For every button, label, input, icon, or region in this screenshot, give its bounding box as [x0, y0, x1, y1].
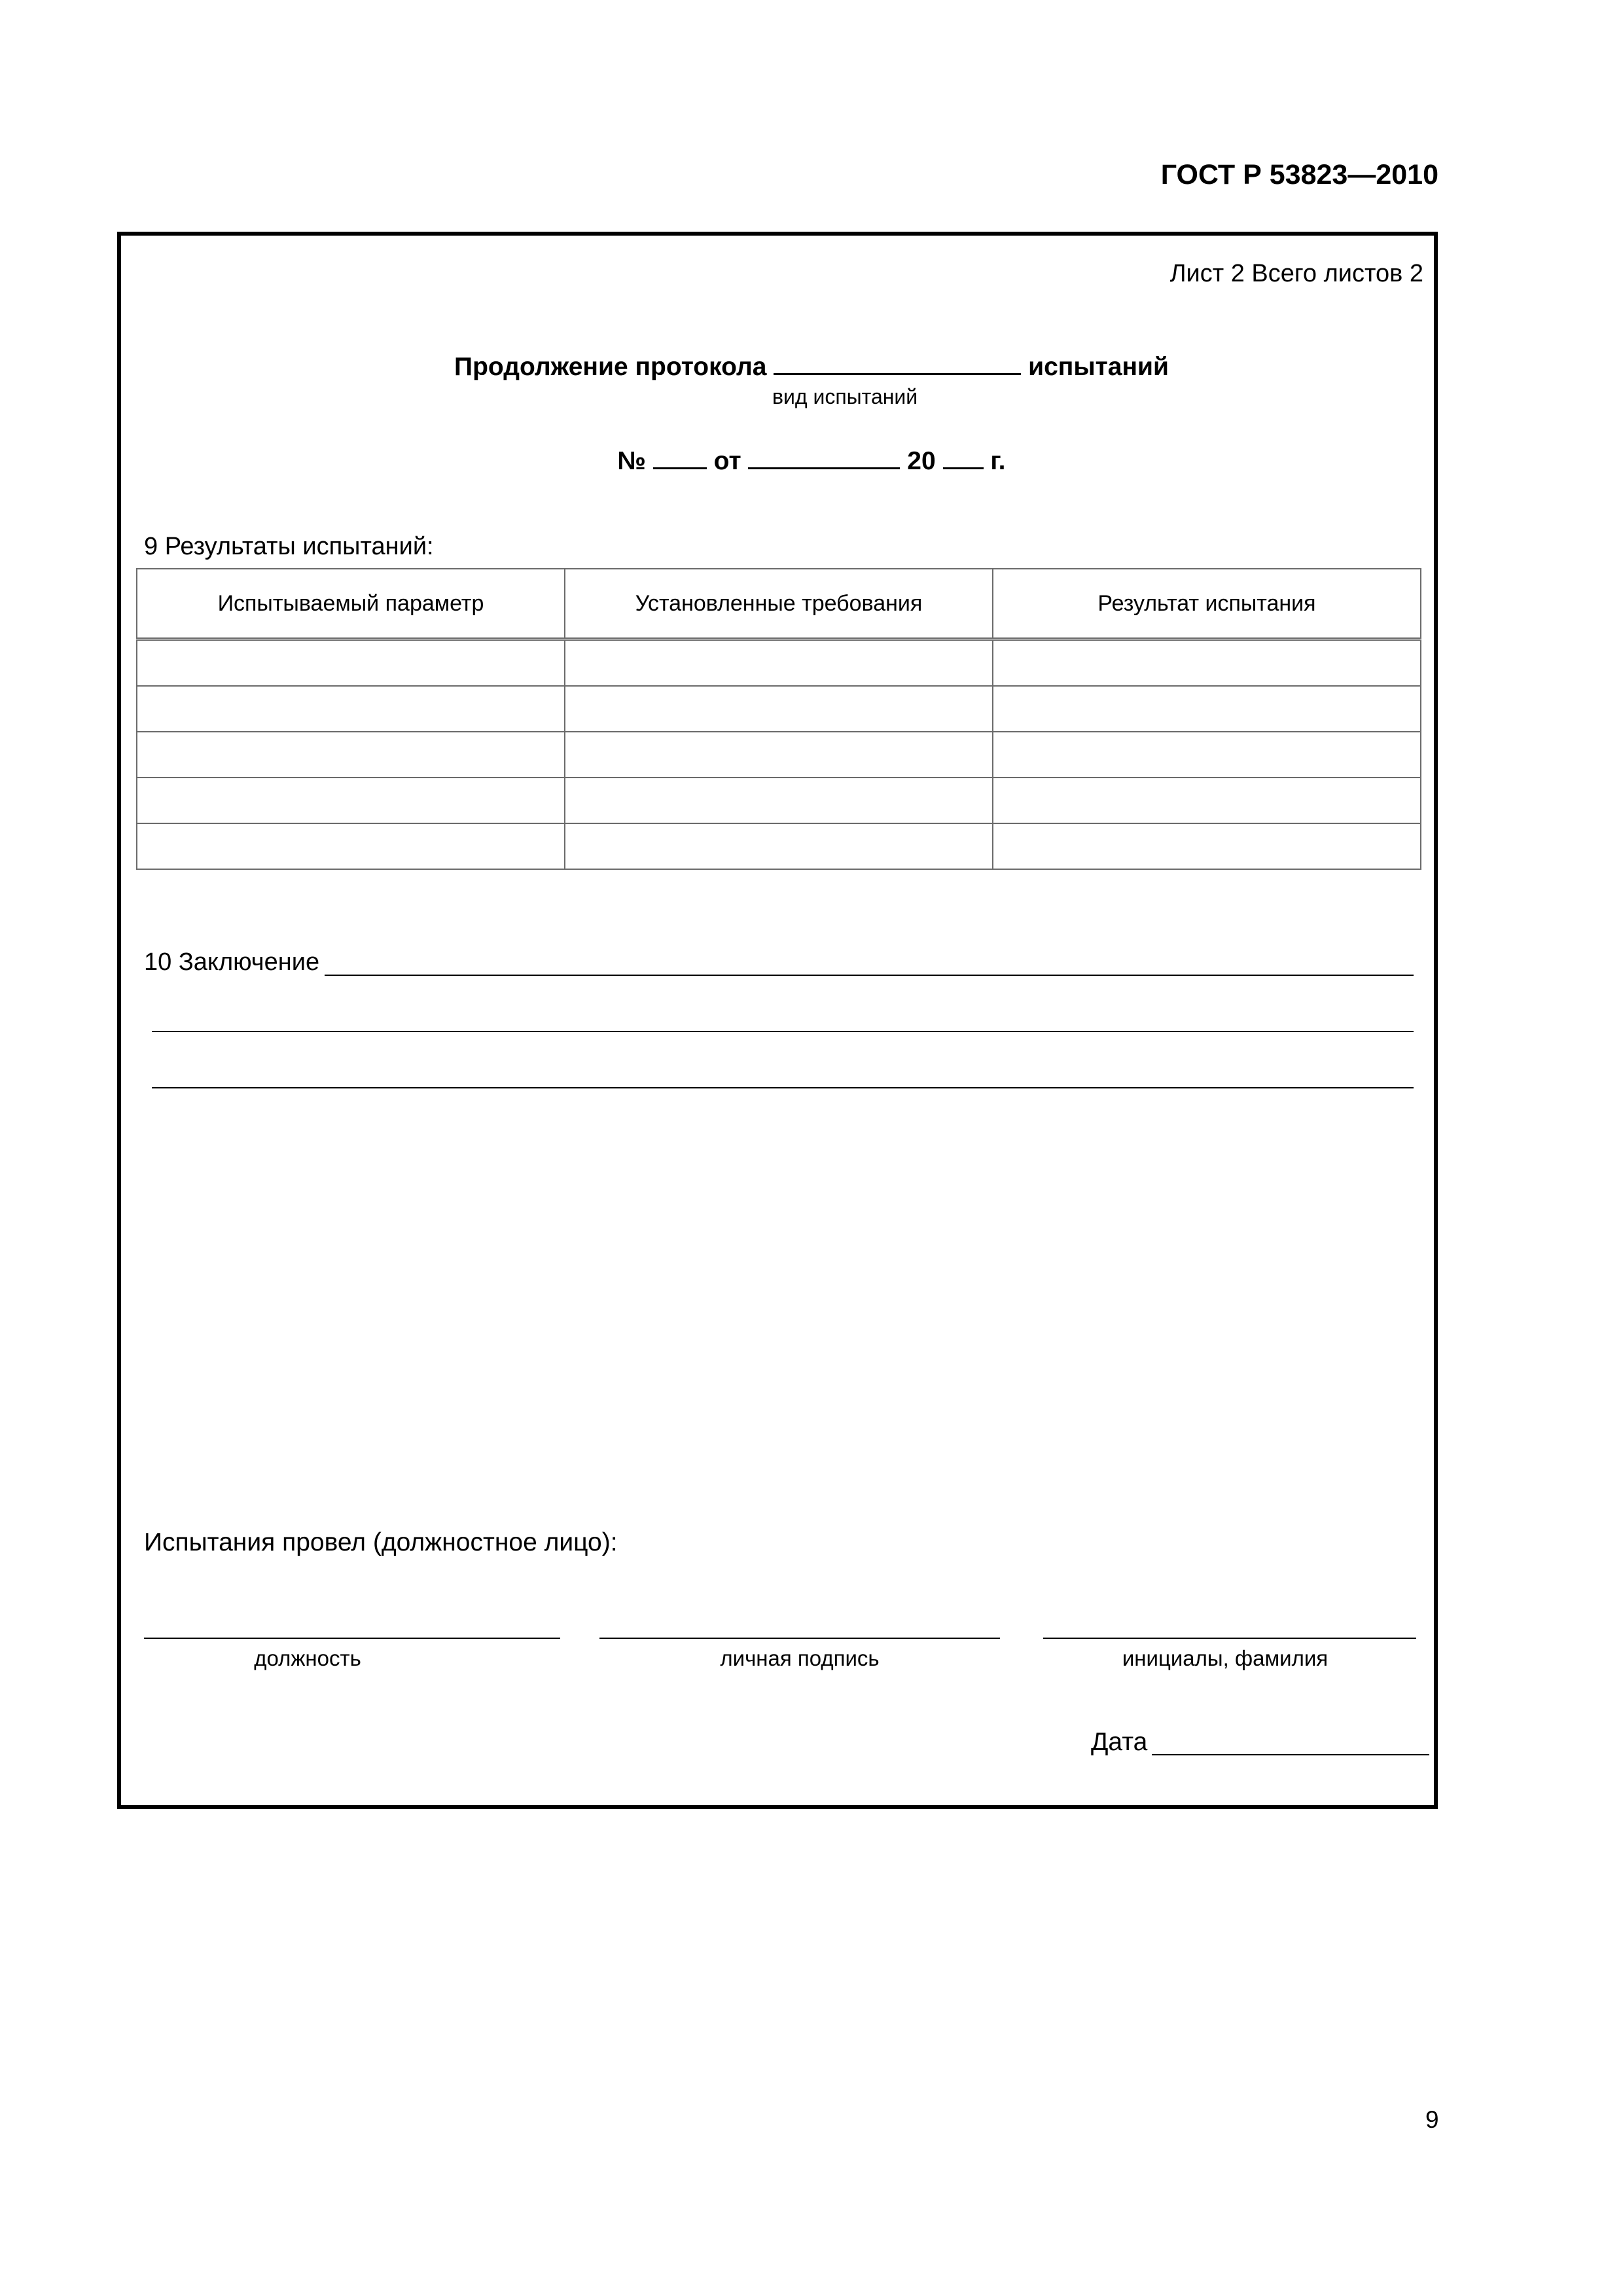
table-cell[interactable] — [137, 639, 565, 687]
table-cell[interactable] — [993, 732, 1421, 778]
conducted-by-label: Испытания провел (должностное лицо): — [144, 1528, 618, 1556]
signature-line[interactable] — [599, 1638, 1000, 1639]
signature-caption: личная подпись — [720, 1646, 880, 1670]
table-cell[interactable] — [565, 778, 993, 823]
date-line[interactable] — [1152, 1754, 1429, 1755]
position-caption: должность — [254, 1646, 361, 1670]
table-cell[interactable] — [137, 732, 565, 778]
conclusion-line[interactable] — [325, 975, 1414, 976]
conclusion-heading: 10 Заключение — [144, 948, 320, 976]
page-number: 9 — [1425, 2106, 1439, 2133]
results-heading: 9 Результаты испытаний: — [144, 533, 434, 560]
standard-code: ГОСТ Р 53823—2010 — [1160, 159, 1438, 190]
table-cell[interactable] — [993, 686, 1421, 732]
test-type-blank[interactable] — [774, 350, 1021, 375]
table-cell[interactable] — [565, 823, 993, 869]
conclusion-line[interactable] — [152, 1031, 1414, 1032]
sheet-info: Лист 2 Всего листов 2 — [1169, 260, 1423, 287]
protocol-number-line — [0, 444, 1623, 476]
table-row — [137, 639, 1421, 687]
number-from-label: от — [713, 447, 741, 475]
table-cell[interactable] — [565, 732, 993, 778]
year-suffix: г. — [990, 447, 1006, 475]
protocol-title — [0, 350, 1623, 382]
table-cell[interactable] — [993, 639, 1421, 687]
results-table — [136, 568, 1421, 870]
position-line[interactable] — [144, 1638, 560, 1639]
table-cell[interactable] — [565, 686, 993, 732]
table-row — [137, 778, 1421, 823]
conclusion-line[interactable] — [152, 1087, 1414, 1088]
table-cell[interactable] — [993, 778, 1421, 823]
title-prefix: Продолжение протокола — [454, 353, 767, 381]
name-caption: инициалы, фамилия — [1122, 1646, 1329, 1670]
table-cell[interactable] — [137, 778, 565, 823]
table-header-row — [137, 569, 1421, 639]
table-row — [137, 732, 1421, 778]
test-type-caption: вид испытаний — [772, 385, 918, 408]
date-label: Дата — [1091, 1728, 1148, 1756]
table-cell[interactable] — [137, 823, 565, 869]
title-suffix: испытаний — [1028, 353, 1169, 381]
column-header: Результат испытания — [993, 569, 1421, 639]
number-sign: № — [617, 447, 646, 475]
year-prefix: 20 — [907, 447, 936, 475]
year-blank[interactable] — [943, 444, 984, 469]
column-header: Установленные требования — [565, 569, 993, 639]
protocol-number-blank[interactable] — [653, 444, 707, 469]
table-cell[interactable] — [565, 639, 993, 687]
protocol-date-blank[interactable] — [748, 444, 900, 469]
table-row — [137, 686, 1421, 732]
table-cell[interactable] — [993, 823, 1421, 869]
name-line[interactable] — [1043, 1638, 1416, 1639]
table-cell[interactable] — [137, 686, 565, 732]
table-row — [137, 823, 1421, 869]
column-header: Испытываемый параметр — [137, 569, 565, 639]
